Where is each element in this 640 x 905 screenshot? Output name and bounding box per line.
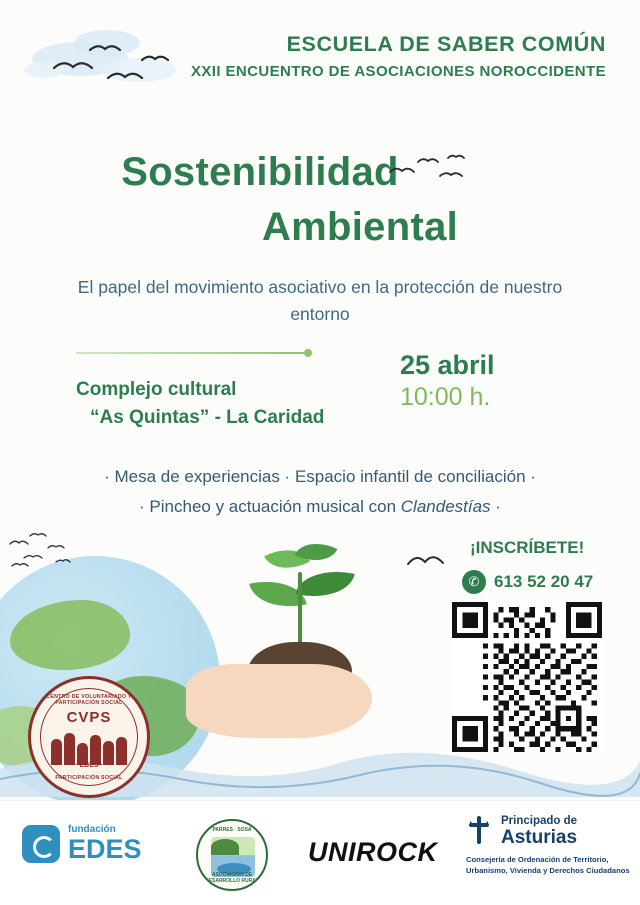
seal-title: CVPS bbox=[66, 709, 112, 726]
phone-row[interactable] bbox=[462, 570, 593, 594]
phone-number[interactable]: 613 52 20 47 bbox=[494, 572, 594, 591]
birds-small-icon bbox=[386, 150, 476, 190]
edes-prefix: fundación bbox=[68, 824, 116, 835]
venue-line1: Complejo cultural bbox=[76, 379, 237, 400]
logo-unirock: UNIROCK bbox=[308, 837, 438, 867]
seal-bottom-text: PARTICIPACIÓN SOCIAL bbox=[55, 775, 123, 781]
activities-list bbox=[0, 462, 640, 522]
date-block bbox=[400, 348, 495, 412]
band-name: Clandestías bbox=[400, 496, 491, 516]
activity-line-1: · Mesa de experiencias · Espacio infantil de conciliación · bbox=[104, 467, 536, 486]
asturias-line1: Principado de bbox=[501, 815, 578, 827]
asturias-department: Consejería de Ordenación de Territorio, Urbanismo, Vivienda y Derechos Ciudadanos bbox=[466, 854, 630, 875]
parres-top-text: PARRES · SOSA bbox=[212, 827, 252, 833]
activity-line-2-post: · bbox=[490, 496, 501, 516]
event-header bbox=[191, 32, 606, 82]
page-title-line1: Sostenibilidad bbox=[121, 150, 399, 194]
title-block bbox=[0, 150, 640, 328]
venue-line2: “As Quintas” - La Caridad bbox=[90, 406, 325, 428]
activity-line-2 bbox=[0, 492, 640, 522]
footer-logos bbox=[0, 800, 640, 905]
seal-figures-icon bbox=[31, 731, 147, 765]
logo-parres bbox=[196, 819, 268, 891]
seal-top-text: CENTRO DE VOLUNTARIADO Y PARTICIPACIÓN SOCIAL bbox=[46, 694, 132, 706]
parres-bottom-text: ASOCIACIÓN DE DESARROLLO RURAL bbox=[205, 872, 259, 884]
seal-sub-text: · EDES · bbox=[75, 762, 103, 769]
asturias-cross-icon bbox=[466, 816, 492, 846]
event-time: 10:00 h. bbox=[400, 383, 491, 411]
asturias-line2: Asturias bbox=[501, 826, 578, 848]
page-subtitle: El papel del movimiento asociativo en la protección de nuestro entorno bbox=[77, 277, 563, 325]
divider bbox=[76, 348, 312, 358]
activity-line-2-pre: · Pincheo y actuación musical con bbox=[139, 496, 401, 516]
venue-block bbox=[0, 348, 400, 431]
parres-scene-icon bbox=[211, 837, 255, 877]
birds-icon bbox=[46, 38, 186, 98]
edes-name: EDES bbox=[68, 834, 142, 864]
header-line2: XXII ENCUENTRO DE ASOCIACIONES NOROCCIDENTE bbox=[190, 63, 606, 80]
phone-icon: ✆ bbox=[462, 570, 486, 594]
bird-flock-icon bbox=[4, 530, 124, 578]
logo-edes bbox=[22, 825, 142, 863]
signup-call-to-action: ¡INSCRÍBETE! bbox=[470, 538, 585, 557]
bird-single-icon bbox=[404, 548, 448, 574]
page-title-line2: Ambiental bbox=[261, 205, 459, 249]
event-date: 25 abril bbox=[400, 350, 495, 380]
cvps-seal bbox=[28, 676, 150, 798]
edes-mark-icon bbox=[22, 825, 60, 863]
header-line1: ESCUELA DE SABER COMÚN bbox=[286, 32, 606, 56]
logo-asturias bbox=[466, 815, 640, 876]
venue-date-row bbox=[0, 348, 640, 431]
qr-code[interactable] bbox=[452, 602, 602, 752]
